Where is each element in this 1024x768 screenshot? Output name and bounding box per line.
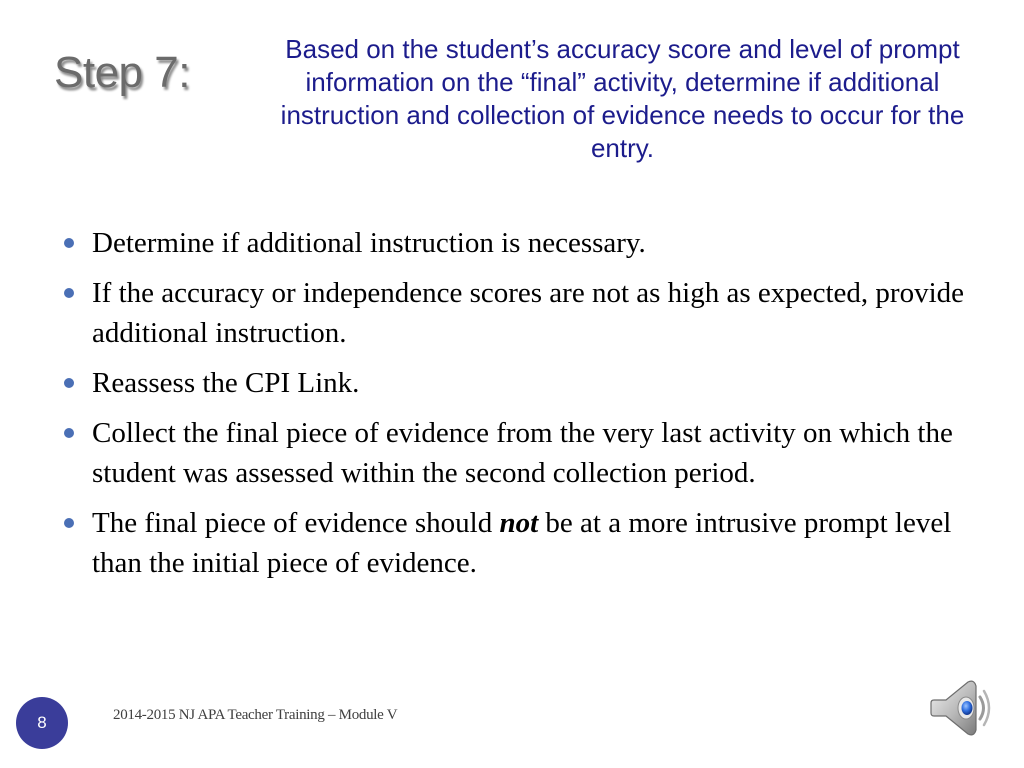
bullet-text: If the accuracy or independence scores are not as high as expected, provide additional instruction. xyxy=(92,277,965,349)
bullet-item xyxy=(62,223,972,263)
bullet-text-after: be at a more intrusive prompt level than the initial piece of evidence. xyxy=(92,507,952,579)
bullet-list xyxy=(62,223,972,593)
step-heading: Based on the student’s accuracy score and level of prompt information on the “final” activity, determine if additional instruction and collection of evidence needs to occur for the entry. xyxy=(280,34,965,163)
step-title: Step 7: xyxy=(54,48,190,97)
bullet-item xyxy=(62,363,972,403)
bullet-item xyxy=(62,273,972,353)
bullet-icon xyxy=(64,518,74,528)
bullet-icon xyxy=(64,288,74,298)
bullet-text: Collect the final piece of evidence from the very last activity on which the student was assessed within the second collection period. xyxy=(92,417,953,489)
bullet-text: Reassess the CPI Link. xyxy=(92,367,360,399)
bullet-icon xyxy=(64,378,74,388)
bullet-item xyxy=(62,503,972,583)
bullet-icon xyxy=(64,428,74,438)
bullet-text: Determine if additional instruction is necessary. xyxy=(92,227,646,259)
bullet-icon xyxy=(64,238,74,248)
speaker-icon[interactable] xyxy=(930,677,994,739)
page-number: 8 xyxy=(16,697,68,749)
bullet-emphasis: not xyxy=(499,507,539,539)
footer-text: 2014-2015 NJ APA Teacher Training – Module V xyxy=(113,707,398,723)
bullet-text-before: The final piece of evidence should xyxy=(92,507,500,539)
bullet-item xyxy=(62,413,972,493)
